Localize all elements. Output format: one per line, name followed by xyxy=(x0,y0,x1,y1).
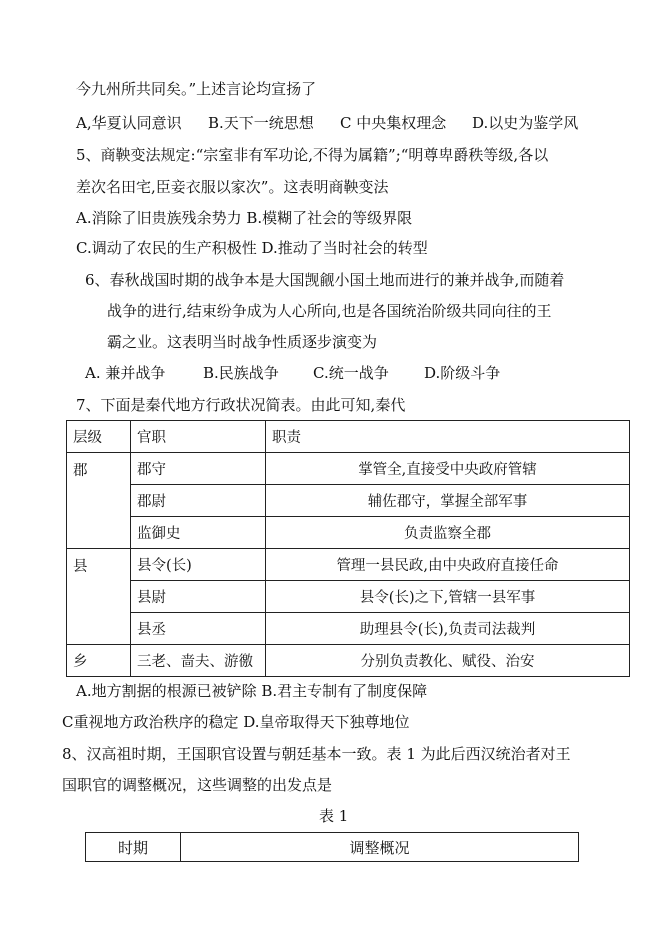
level-cell: 郡 xyxy=(67,453,131,549)
table1-caption: 表 1 xyxy=(319,807,349,825)
duty-cell: 分别负责教化、赋役、治安 xyxy=(266,645,630,677)
post-cell: 三老、啬夫、游徼 xyxy=(131,645,266,677)
q4-options xyxy=(76,113,578,133)
q5-options-cd[interactable]: C.调动了农民的生产积极性 D.推动了当时社会的转型 xyxy=(76,239,428,257)
post-cell: 郡尉 xyxy=(131,485,266,517)
table-row xyxy=(67,485,630,517)
post-cell: 监御史 xyxy=(131,517,266,549)
q5-options-ab[interactable]: A.消除了旧贵族残余势力 B.模糊了社会的等级界限 xyxy=(76,209,413,227)
q4-option-b[interactable]: B.天下一统思想 xyxy=(208,114,314,132)
q6-options xyxy=(85,363,500,383)
q6-stem-line1: 6、春秋战国时期的战争本是大国觊觎小国土地而进行的兼并战争,而随着 xyxy=(85,271,565,289)
level-cell: 乡 xyxy=(67,645,131,677)
duty-cell: 辅佐郡守，掌握全部军事 xyxy=(266,485,630,517)
table-row xyxy=(67,549,630,581)
q7-options-ab[interactable]: A.地方割据的根源已被铲除 B.君主专制有了制度保障 xyxy=(76,682,428,700)
q6-option-a[interactable]: A. 兼并战争 xyxy=(85,364,166,382)
q7-stem: 7、下面是秦代地方行政状况简表。由此可知,秦代 xyxy=(76,396,406,414)
table1-header-row xyxy=(86,833,579,862)
header-duty: 职责 xyxy=(266,421,630,453)
table-header-row xyxy=(67,421,630,453)
duty-cell: 县令(长)之下,管辖一县军事 xyxy=(266,581,630,613)
table-row xyxy=(67,581,630,613)
qin-local-admin-table xyxy=(66,420,630,677)
duty-cell: 负责监察全郡 xyxy=(266,517,630,549)
table-row xyxy=(67,453,630,485)
post-cell: 县尉 xyxy=(131,581,266,613)
q4-stem-tail: 今九州所共同矣。”上述言论均宣扬了 xyxy=(76,80,317,98)
level-cell: 县 xyxy=(67,549,131,645)
q4-option-c[interactable]: C 中央集权理念 xyxy=(340,114,447,132)
q6-option-d[interactable]: D.阶级斗争 xyxy=(424,364,501,382)
table1-header-period: 时期 xyxy=(86,833,181,862)
header-post: 官职 xyxy=(131,421,266,453)
q5-stem-line2: 差次名田宅,臣妾衣服以家次”。这表明商鞅变法 xyxy=(76,178,389,196)
q7-options-cd[interactable]: C重视地方政治秩序的稳定 D.皇帝取得天下独尊地位 xyxy=(62,713,410,731)
post-cell: 县令(长) xyxy=(131,549,266,581)
table1-header-adjustment: 调整概况 xyxy=(181,833,579,862)
table-row xyxy=(67,517,630,549)
q6-option-b[interactable]: B.民族战争 xyxy=(203,364,279,382)
duty-cell: 掌管全,直接受中央政府管辖 xyxy=(266,453,630,485)
duty-cell: 管理一县民政,由中央政府直接任命 xyxy=(266,549,630,581)
q6-stem-line2: 战争的进行,结束纷争成为人心所向,也是各国统治阶级共同向往的王 xyxy=(107,302,552,320)
q6-stem-line3: 霸之业。这表明当时战争性质逐步演变为 xyxy=(107,333,378,351)
post-cell: 县丞 xyxy=(131,613,266,645)
q4-option-d[interactable]: D.以史为鉴学风 xyxy=(472,114,579,132)
header-level: 层级 xyxy=(67,421,131,453)
duty-cell: 助理县令(长),负责司法裁判 xyxy=(266,613,630,645)
table1 xyxy=(85,832,579,862)
table-row xyxy=(67,645,630,677)
table-row xyxy=(67,613,630,645)
q5-stem-line1: 5、商鞅变法规定:“宗室非有军功论,不得为属籍”;“明尊卑爵秩等级,各以 xyxy=(76,146,549,164)
q4-option-a[interactable]: A,华夏认同意识 xyxy=(76,114,182,132)
post-cell: 郡守 xyxy=(131,453,266,485)
q8-stem-line2: 国职官的调整概况，这些调整的出发点是 xyxy=(62,776,333,794)
q8-stem-line1: 8、汉高祖时期，王国职官设置与朝廷基本一致。表 1 为此后西汉统治者对王 xyxy=(62,745,571,763)
q6-option-c[interactable]: C.统一战争 xyxy=(313,364,389,382)
